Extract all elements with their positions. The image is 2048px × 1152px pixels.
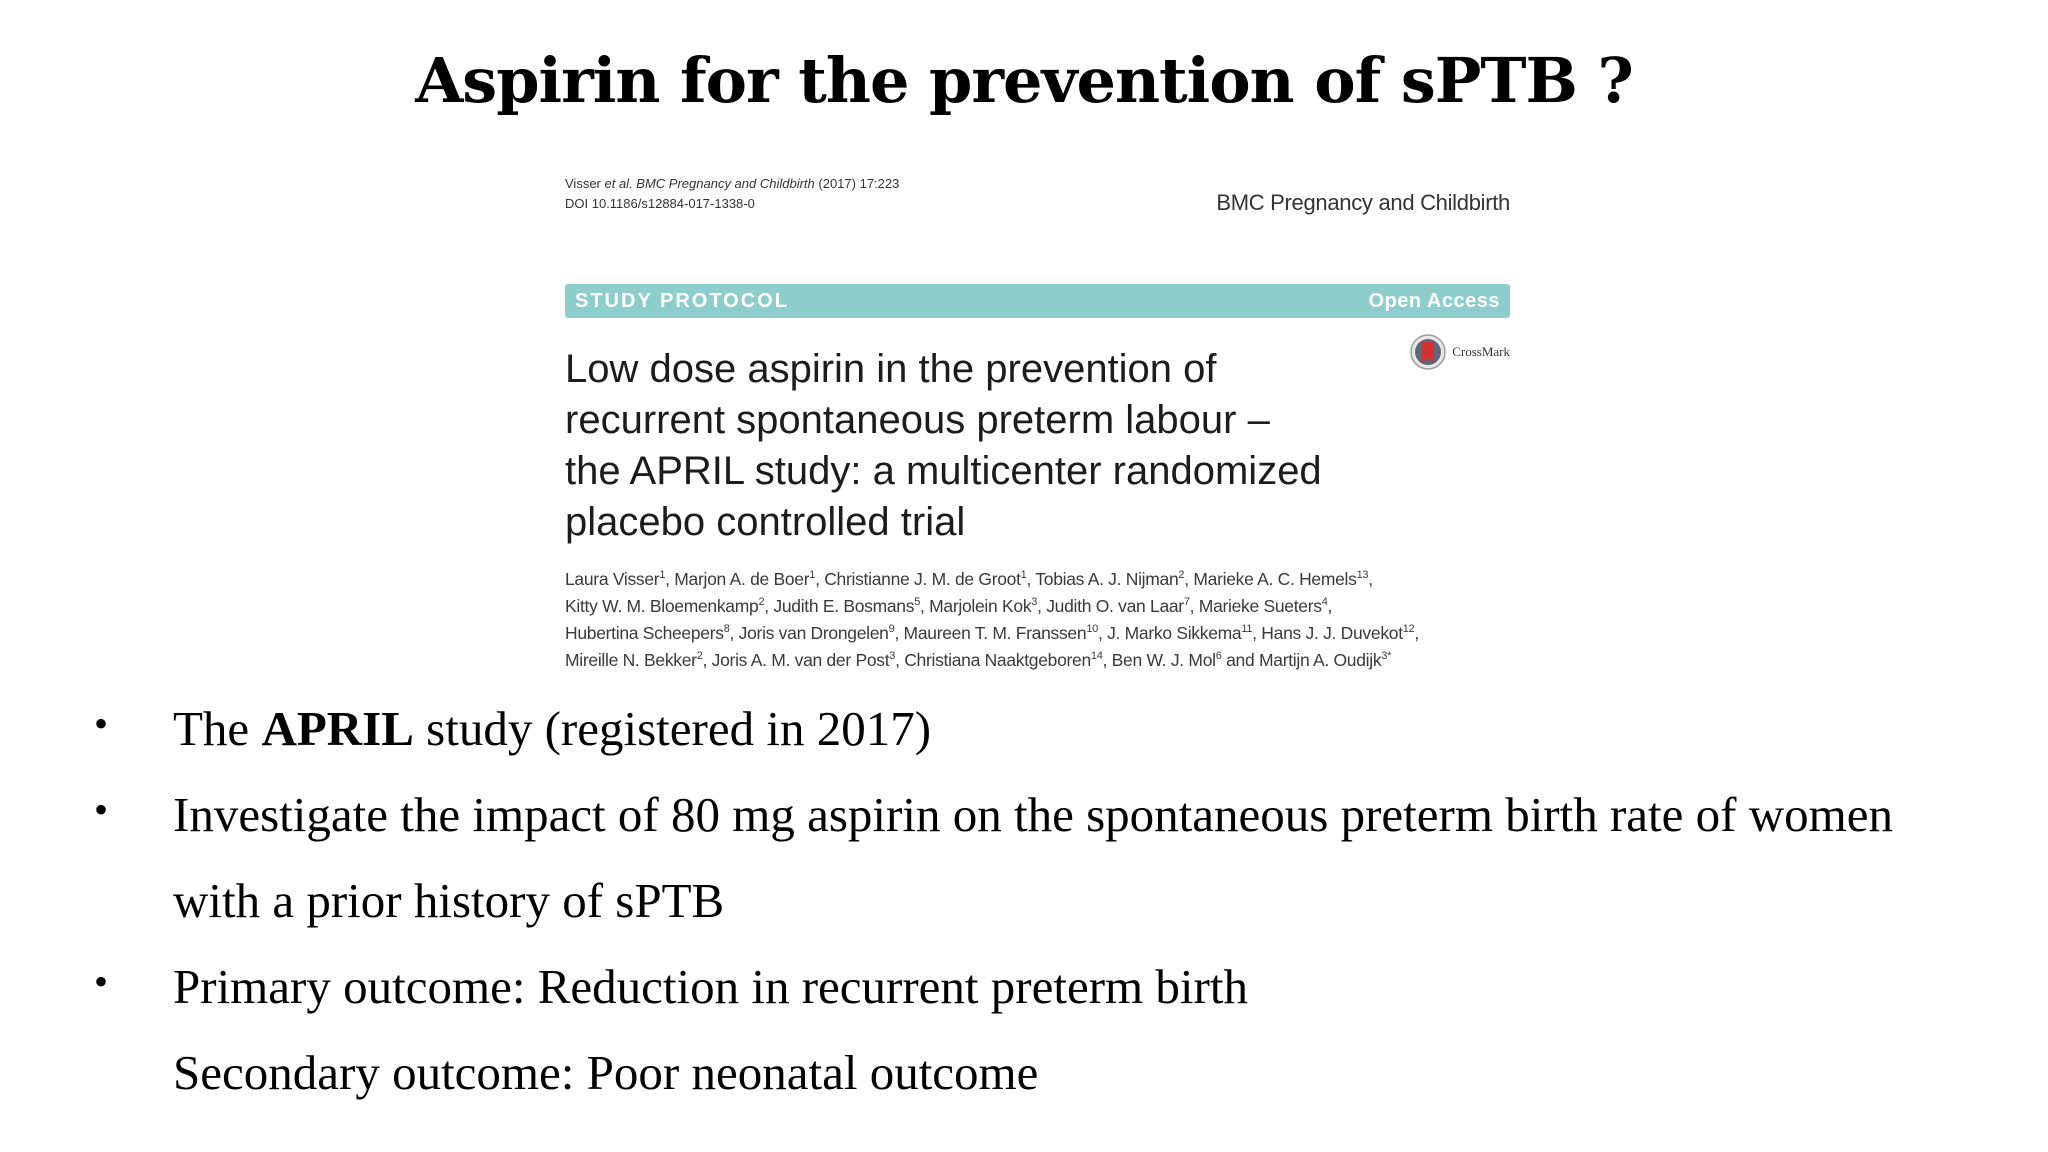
bullet-marker: • [94,701,109,746]
bullet-item [0,700,2048,786]
author-affiliation: 3* [1381,650,1392,663]
citation-year: (2017) 17:223 [814,176,900,191]
bullet-text-post: study (registered in 2017) [413,701,932,756]
author-name: , [1327,596,1333,616]
slide-title: Aspirin for the prevention of sPTB ? [415,44,1633,117]
author-affiliation: 9 [888,623,895,636]
bullet-text: Secondary outcome: Poor neonatal outcome [173,1045,1039,1100]
paper-title [565,344,1385,548]
author-line [565,620,1510,647]
author-name: , Marieke Sueters [1189,596,1322,616]
author-line [565,593,1510,620]
author-name: Mireille N. Bekker [565,650,697,670]
bullet-item [0,958,2048,1044]
author-name: , Marieke A. C. Hemels [1184,569,1357,589]
author-name: , Christianne J. M. de Groot [815,569,1021,589]
author-affiliation: 8 [723,623,730,636]
bullet-text: Primary outcome: Reduction in recurrent preterm birth [173,959,1248,1014]
author-name: Kitty W. M. Bloemenkamp [565,596,759,616]
author-affiliation: 13 [1356,569,1369,582]
crossmark-icon [1410,334,1446,370]
author-name: , Christiana Naaktgeboren [895,650,1091,670]
bullet-continuation [0,1044,2048,1130]
author-name: and Martijn A. Oudijk [1221,650,1382,670]
author-name: , Marjolein Kok [920,596,1032,616]
author-name: , Judith E. Bosmans [764,596,915,616]
author-name: , J. Marko Sikkema [1097,623,1242,643]
author-name: , Joris A. M. van der Post [702,650,890,670]
bullet-text: Investigate the impact of 80 mg aspirin on the spontaneous preterm birth rate of women [173,787,1893,842]
crossmark-label: CrossMark [1452,344,1510,359]
bullet-text [173,700,931,757]
author-line [565,566,1510,593]
bullet-text-pre: The [173,701,262,756]
author-affiliation: 14 [1090,650,1103,663]
citation-authors: Visser [565,176,605,191]
author-affiliation: 3 [1031,596,1038,609]
author-affiliation: 4 [1321,596,1328,609]
bullet-item [0,786,2048,872]
author-name: Hubertina Scheepers [565,623,724,643]
author-affiliation: 6 [1215,650,1222,663]
author-affiliation: 2 [696,650,703,663]
banner-open-access: Open Access [1368,290,1500,312]
author-affiliation: 11 [1241,623,1253,636]
author-name: , Joris van Drongelen [729,623,889,643]
bullet-text: with a prior history of sPTB [173,873,725,928]
author-affiliation: 3 [889,650,896,663]
author-name: , Marjon A. de Boer [665,569,810,589]
author-affiliation: 2 [1178,569,1185,582]
bullet-marker: • [94,959,109,1004]
author-affiliation: 1 [809,569,816,582]
paper-title-line: placebo controlled trial [565,500,966,544]
author-affiliation: 10 [1086,623,1098,636]
bullet-marker: • [94,787,109,832]
author-affiliation: 7 [1183,596,1190,609]
citation-line [565,174,899,194]
paper-title-line: the APRIL study: a multicenter randomized [565,449,1322,493]
author-name: , Ben W. J. Mol [1102,650,1216,670]
banner-study-protocol: STUDY PROTOCOL [575,290,789,312]
paper-title-line: recurrent spontaneous preterm labour – [565,398,1270,442]
author-name: , [1414,623,1419,643]
author-affiliation: 2 [758,596,765,609]
author-name: , [1368,569,1373,589]
author-name: , Maureen T. M. Franssen [894,623,1087,643]
paper-title-line: Low dose aspirin in the prevention of [565,347,1217,391]
citation-doi: DOI 10.1186/s12884-017-1338-0 [565,196,755,211]
bullet-text-bold: APRIL [261,701,414,756]
journal-name: BMC Pregnancy and Childbirth [1216,190,1510,215]
citation-journal: et al. BMC Pregnancy and Childbirth [604,176,815,191]
crossmark-badge[interactable] [1410,332,1510,372]
paper-citation [565,174,899,214]
author-name: Laura Visser [565,569,660,589]
author-affiliation: 12 [1402,623,1415,636]
paper-excerpt [565,168,1510,678]
paper-authors [565,566,1510,674]
study-protocol-banner [565,284,1510,318]
author-affiliation: 5 [914,596,921,609]
author-name: , Hans J. J. Duvekot [1252,623,1403,643]
author-affiliation: 1 [1020,569,1027,582]
author-name: , Judith O. van Laar [1037,596,1184,616]
author-line [565,647,1510,674]
author-affiliation: 1 [659,569,666,582]
author-name: , Tobias A. J. Nijman [1026,569,1179,589]
bullet-continuation [0,872,2048,958]
